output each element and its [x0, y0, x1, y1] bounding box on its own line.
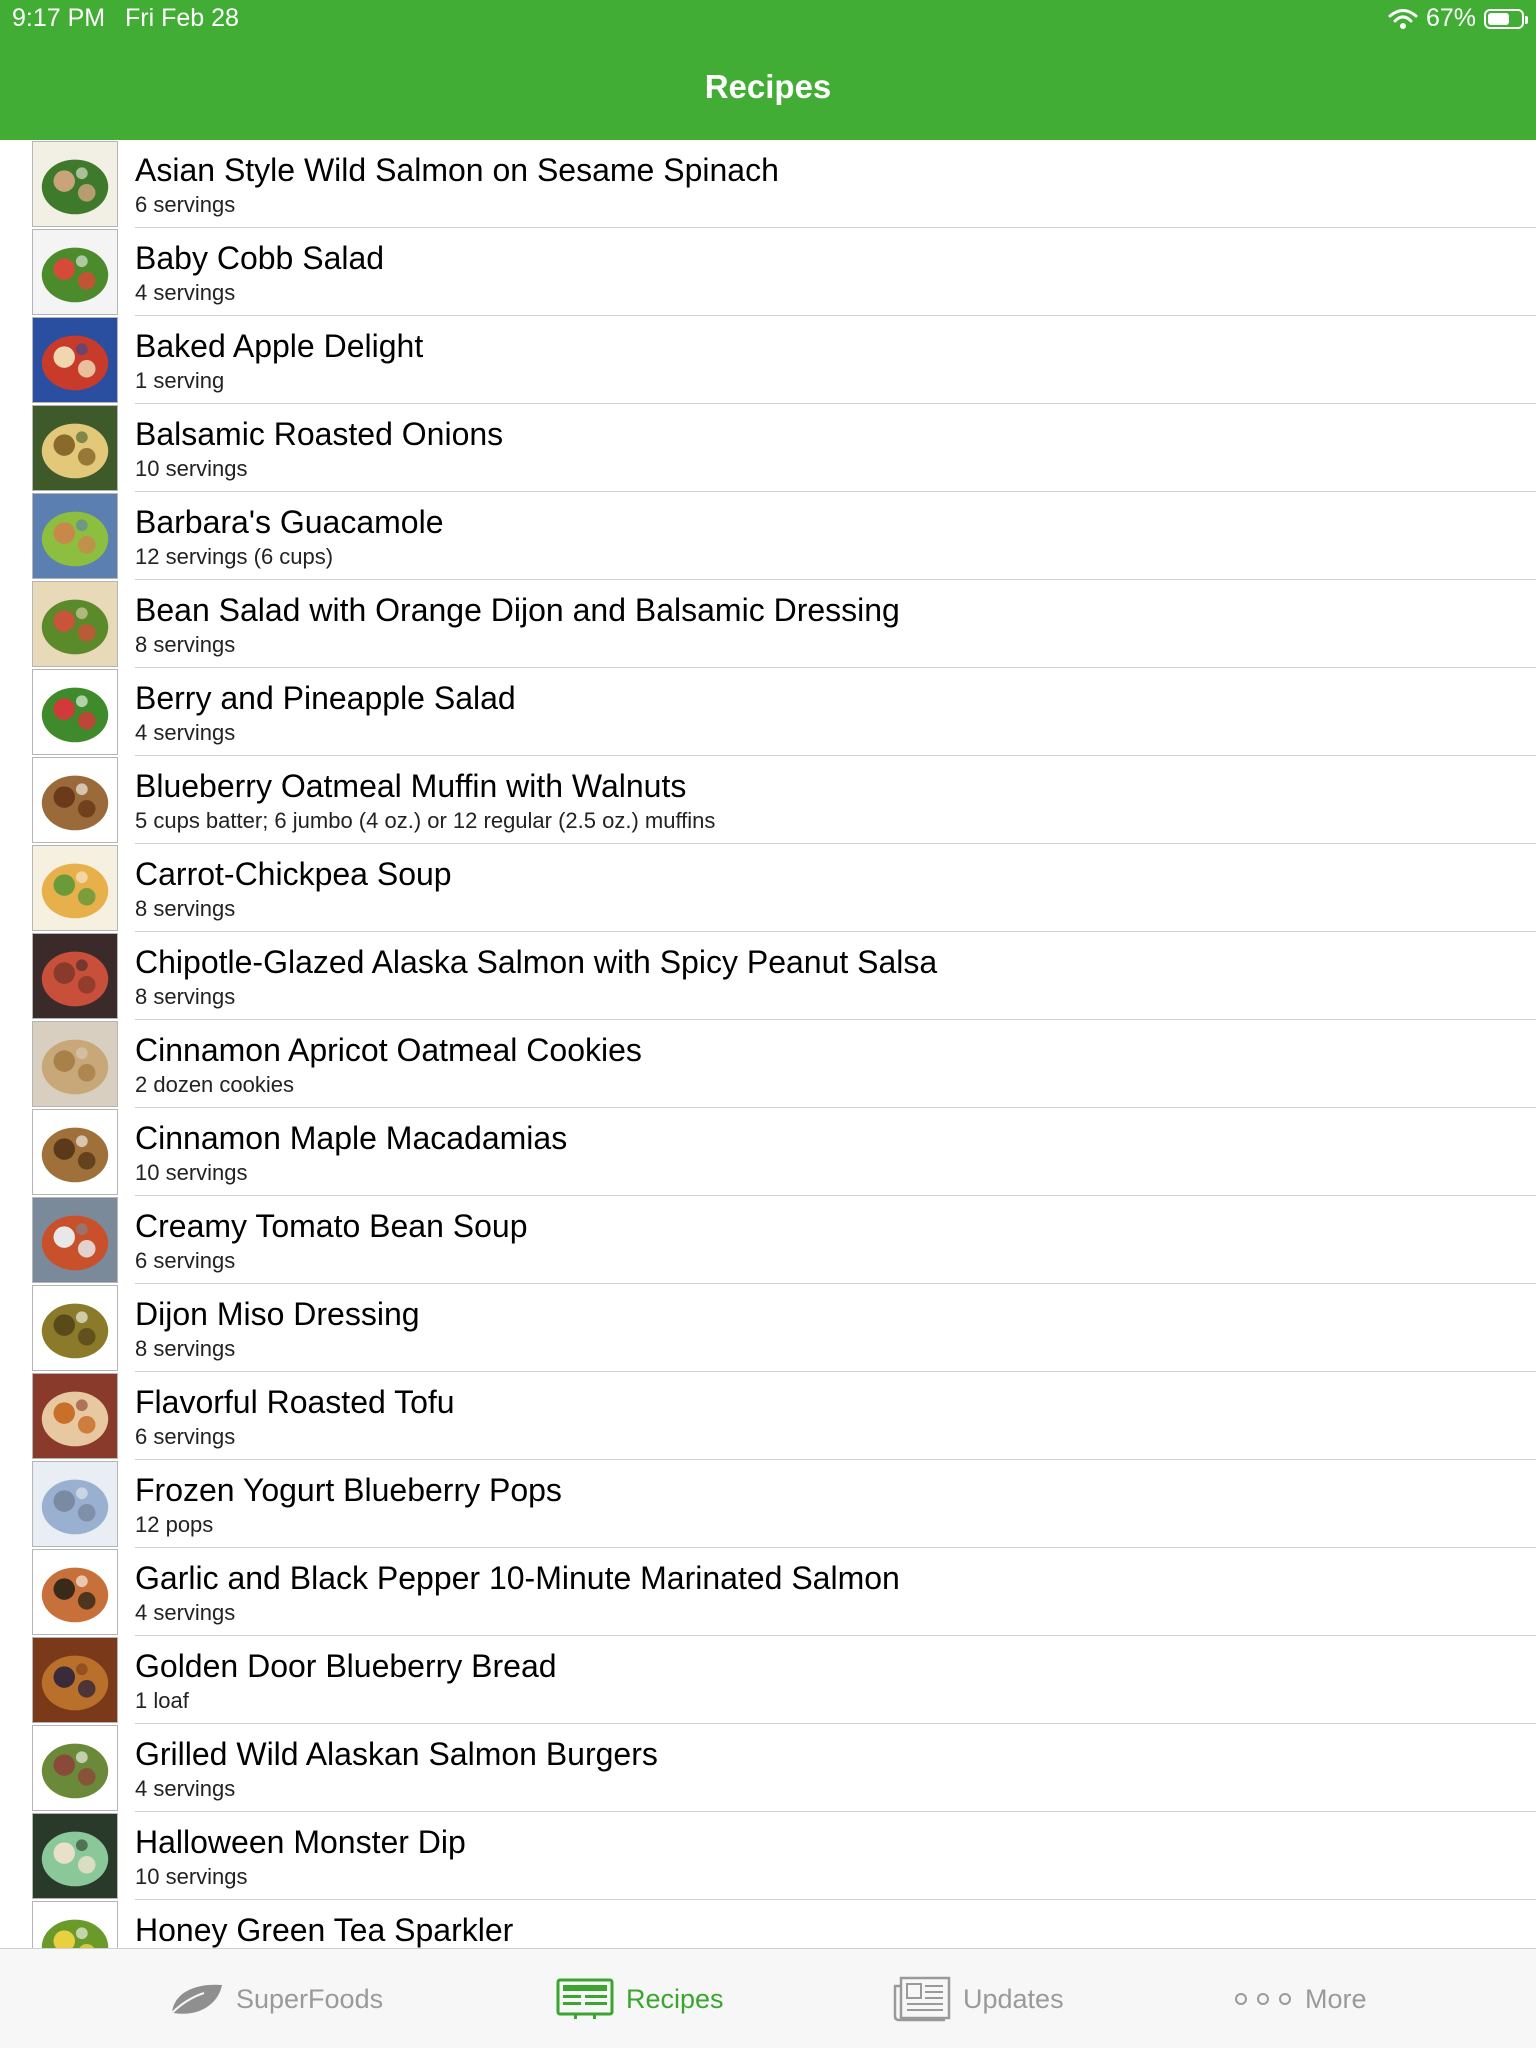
recipe-card-icon: [556, 1978, 614, 2020]
tab-recipes[interactable]: [556, 1949, 724, 2049]
recipe-thumbnail: [32, 1109, 118, 1195]
tab-label: Recipes: [626, 1983, 724, 2014]
recipe-row[interactable]: [0, 1548, 1536, 1636]
recipe-servings: 6 servings: [135, 1424, 236, 1449]
recipe-servings: 6 servings: [135, 1248, 236, 1273]
recipe-servings: 12 pops: [135, 1512, 214, 1537]
recipe-servings: 8 servings: [135, 1336, 236, 1361]
recipe-row[interactable]: [0, 756, 1536, 844]
recipe-row[interactable]: [0, 228, 1536, 316]
leaf-icon: [168, 1981, 224, 2017]
recipe-servings: 4 servings: [135, 280, 236, 305]
recipe-servings: 8 servings: [135, 632, 236, 657]
recipe-row[interactable]: [0, 668, 1536, 756]
recipe-title: Bean Salad with Orange Dijon and Balsamic Dressing: [135, 592, 900, 628]
recipe-title: Carrot-Chickpea Soup: [135, 856, 452, 892]
recipe-title: Halloween Monster Dip: [135, 1824, 466, 1860]
recipe-thumbnail: [32, 1901, 118, 1948]
recipe-title: Garlic and Black Pepper 10-Minute Marinated Salmon: [135, 1560, 900, 1596]
tab-superfoods[interactable]: [168, 1949, 383, 2049]
recipe-row[interactable]: [0, 1196, 1536, 1284]
recipe-title: Creamy Tomato Bean Soup: [135, 1208, 528, 1244]
recipe-title: Flavorful Roasted Tofu: [135, 1384, 455, 1420]
recipe-title: Balsamic Roasted Onions: [135, 416, 504, 452]
recipe-thumbnail: [32, 1373, 118, 1459]
status-date: Fri Feb 28: [125, 4, 239, 32]
tab-label: More: [1305, 1983, 1367, 2014]
recipe-thumbnail: [32, 141, 118, 227]
recipe-title: Barbara's Guacamole: [135, 504, 444, 540]
recipe-thumbnail: [32, 1461, 118, 1547]
navigation-header: [0, 0, 1536, 140]
recipe-row[interactable]: [0, 492, 1536, 580]
wifi-icon: [1388, 8, 1418, 30]
recipe-title: Cinnamon Maple Macadamias: [135, 1120, 568, 1156]
recipe-servings: 4 servings: [135, 1776, 236, 1801]
status-indicators: [1388, 4, 1524, 33]
tab-updates[interactable]: [893, 1949, 1064, 2049]
tab-bar: [0, 1948, 1536, 2048]
recipe-title: Golden Door Blueberry Bread: [135, 1648, 557, 1684]
recipe-row[interactable]: [0, 140, 1536, 228]
newspaper-icon: [893, 1976, 951, 2022]
recipe-servings: 6 servings: [135, 192, 236, 217]
recipe-servings: 10 servings: [135, 1864, 248, 1889]
more-dots-icon: [1233, 1989, 1293, 2009]
recipe-thumbnail: [32, 757, 118, 843]
recipe-thumbnail: [32, 1549, 118, 1635]
recipe-title: Chipotle-Glazed Alaska Salmon with Spicy Peanut Salsa: [135, 944, 938, 980]
recipe-thumbnail: [32, 1021, 118, 1107]
recipe-title: Grilled Wild Alaskan Salmon Burgers: [135, 1736, 658, 1772]
recipe-servings: 5 cups batter; 6 jumbo (4 oz.) or 12 regular (2.5 oz.) muffins: [135, 808, 716, 833]
recipe-servings: 10 servings: [135, 456, 248, 481]
recipe-thumbnail: [32, 1285, 118, 1371]
recipe-thumbnail: [32, 229, 118, 315]
recipe-title: Honey Green Tea Sparkler: [135, 1912, 514, 1948]
tab-label: Updates: [963, 1983, 1064, 2014]
recipe-title: Baked Apple Delight: [135, 328, 424, 364]
recipe-row[interactable]: [0, 316, 1536, 404]
recipe-thumbnail: [32, 317, 118, 403]
recipe-thumbnail: [32, 1813, 118, 1899]
recipe-servings: 1 loaf: [135, 1688, 189, 1713]
battery-percent: 67%: [1425, 4, 1476, 32]
recipe-row[interactable]: [0, 1020, 1536, 1108]
recipe-row[interactable]: [0, 1812, 1536, 1900]
recipe-row[interactable]: [0, 580, 1536, 668]
recipe-servings: 1 serving: [135, 368, 225, 393]
tab-label: SuperFoods: [236, 1983, 384, 2014]
recipe-row[interactable]: [0, 404, 1536, 492]
recipe-title: Berry and Pineapple Salad: [135, 680, 516, 716]
recipe-row[interactable]: [0, 1724, 1536, 1812]
recipe-thumbnail: [32, 669, 118, 755]
recipe-row[interactable]: [0, 1108, 1536, 1196]
recipe-row[interactable]: [0, 932, 1536, 1020]
recipe-servings: 12 servings (6 cups): [135, 544, 334, 569]
recipe-thumbnail: [32, 845, 118, 931]
recipe-row[interactable]: [0, 1372, 1536, 1460]
recipe-thumbnail: [32, 1725, 118, 1811]
recipe-title: Asian Style Wild Salmon on Sesame Spinach: [135, 152, 779, 188]
recipe-title: Blueberry Oatmeal Muffin with Walnuts: [135, 768, 687, 804]
recipe-servings: 10 servings: [135, 1160, 248, 1185]
recipe-row[interactable]: [0, 1460, 1536, 1548]
recipe-row[interactable]: [0, 1900, 1536, 1948]
recipe-servings: 2 dozen cookies: [135, 1072, 294, 1097]
recipe-title: Baby Cobb Salad: [135, 240, 385, 276]
recipe-thumbnail: [32, 405, 118, 491]
recipe-list[interactable]: [0, 140, 1536, 1948]
recipe-thumbnail: [32, 581, 118, 667]
battery-icon: [1484, 9, 1524, 29]
recipe-title: Cinnamon Apricot Oatmeal Cookies: [135, 1032, 642, 1068]
recipe-servings: 4 servings: [135, 720, 236, 745]
recipe-thumbnail: [32, 1197, 118, 1283]
recipe-servings: 8 servings: [135, 896, 236, 921]
recipe-title: Frozen Yogurt Blueberry Pops: [135, 1472, 562, 1508]
page-title: Recipes: [704, 68, 832, 105]
recipe-title: Dijon Miso Dressing: [135, 1296, 420, 1332]
recipe-thumbnail: [32, 933, 118, 1019]
recipe-thumbnail: [32, 1637, 118, 1723]
recipe-row[interactable]: [0, 844, 1536, 932]
status-time: 9:17 PM: [12, 4, 106, 32]
recipe-row[interactable]: [0, 1636, 1536, 1724]
recipe-servings: 4 servings: [135, 1600, 236, 1625]
recipe-row[interactable]: [0, 1284, 1536, 1372]
recipe-servings: 8 servings: [135, 984, 236, 1009]
recipe-thumbnail: [32, 493, 118, 579]
tab-more[interactable]: [1233, 1949, 1367, 2049]
